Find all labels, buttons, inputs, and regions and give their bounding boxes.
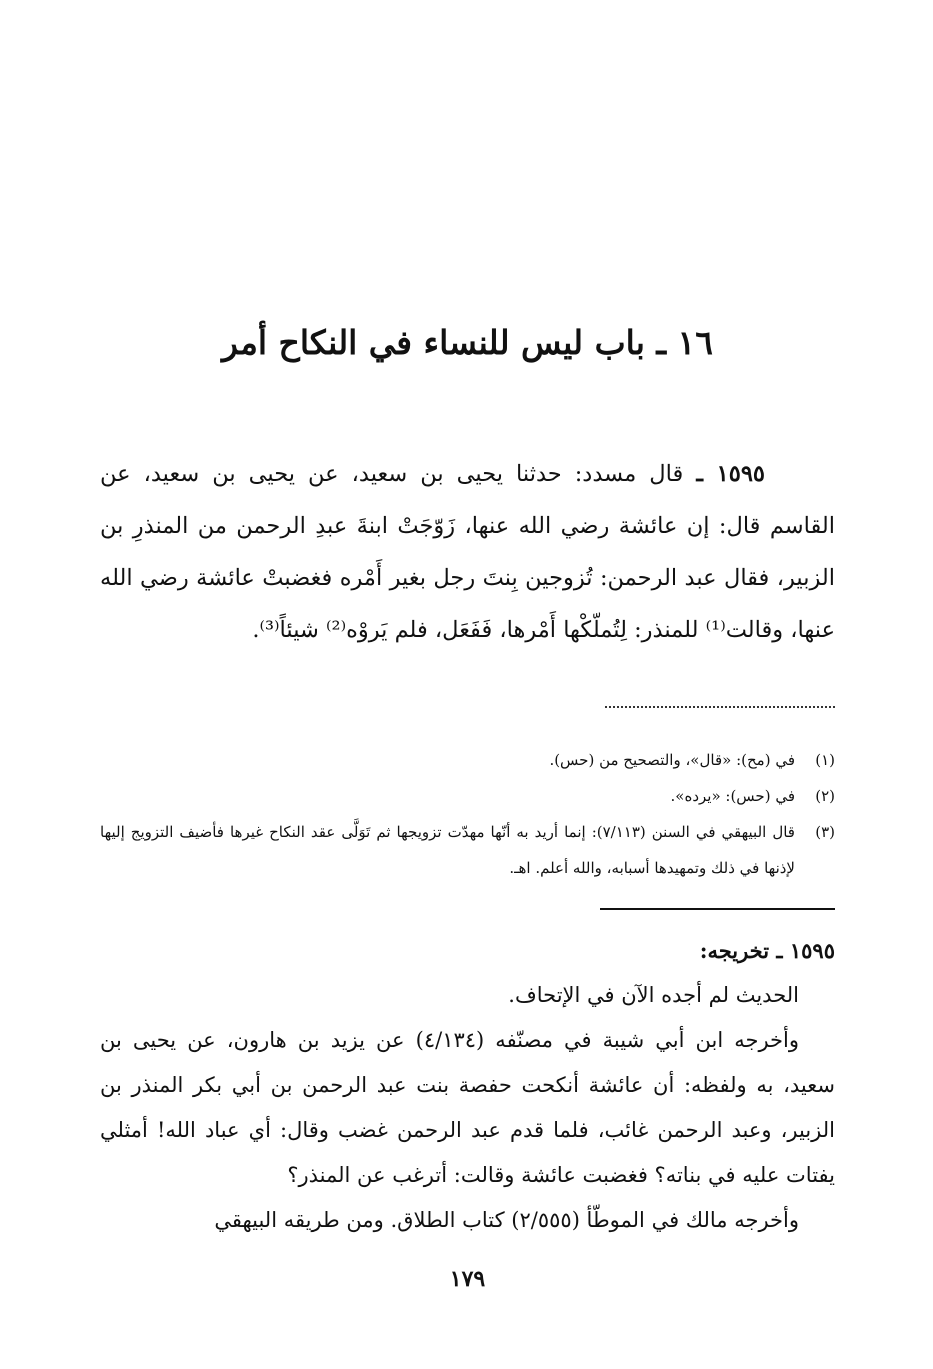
takhrij-section: [100, 928, 835, 1243]
footnote-text: في (حس): «يرده».: [670, 787, 795, 805]
hadith-paragraph: [100, 448, 835, 656]
footnotes: [100, 742, 835, 886]
footnote-text: قال البيهقي في السنن (٧/١١٣): إنما أريد به أنّها مهدّت تزويجها ثم تَوَلَّى عقد النكاح غيرها فأضيف التزويج إليها لإذنها في ذلك وتمهيدها أسبابه، والله أعلم. اهـ.: [100, 823, 795, 877]
footnote: [100, 778, 835, 814]
section-rule: [600, 908, 835, 910]
footnote: [100, 742, 835, 778]
hadith-number: ١٥٩٥ ـ: [696, 461, 765, 487]
takhrij-heading: ١٥٩٥ ـ تخريجه:: [699, 938, 835, 963]
footnote-number: (١): [815, 751, 835, 769]
footnote-number: (٣): [815, 823, 835, 841]
chapter-title: ١٦ ـ باب ليس للنساء في النكاح أمر: [222, 323, 713, 362]
footnote-text: في (مح): «قال»، والتصحيح من (حس).: [549, 751, 795, 769]
footnote-number: (٢): [815, 787, 835, 805]
document-page: [100, 0, 835, 1369]
footnote-separator: [605, 706, 835, 708]
footnote: [100, 814, 835, 886]
takhrij-paragraph: وأخرجه ابن أبي شيبة في مصنّفه (٤/١٣٤) عن يزيد بن هارون، عن يحيى بن سعيد، به ولفظه: أن عائشة أنكحت حفصة بنت عبد الرحمن بن أبي بكر المنذر بن الزبير، وعبد الرحمن غائب، فلما قدم عبد الرحمن غضب وقال: أي عباد الله! أمثلي يفتات عليه في بناته؟ فغضبت عائشة وقالت: أترغب عن المنذر؟: [100, 1028, 835, 1187]
takhrij-paragraph: وأخرجه مالك في الموطّأ (٢/٥٥٥) كتاب الطلاق. ومن طريقه البيهقي: [214, 1208, 799, 1232]
takhrij-paragraph: الحديث لم أجده الآن في الإتحاف.: [508, 983, 799, 1007]
page-number: ١٧٩: [449, 1266, 486, 1292]
hadith-text: قال مسدد: حدثنا يحيى بن سعيد، عن يحيى بن سعيد، عن القاسم قال: إن عائشة رضي الله عنها، زَوّجَتْ ابنةَ عبدِ الرحمن من المنذرِ بن الزبير، فقال عبد الرحمن: تُزوجين بِنتَ رجل بغير أَمْره فغضبتْ عائشة رضي الله عنها، وقالت⁽¹⁾ للمنذر: لِتُملّكْها أَمْرها، فَفَعَل، فلم يَروْه⁽²⁾ شيئاً⁽³⁾.: [100, 461, 835, 643]
